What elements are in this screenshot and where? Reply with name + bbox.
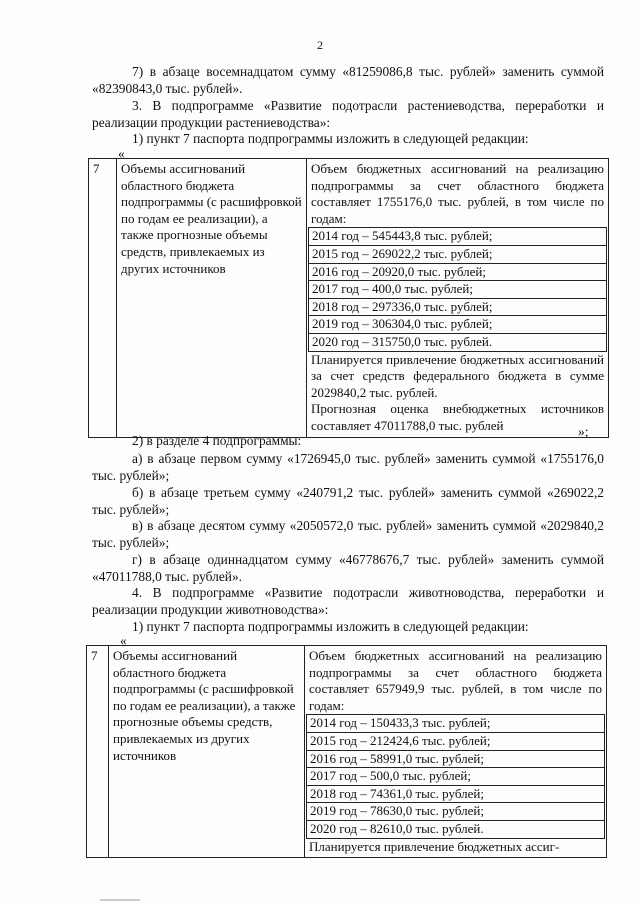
year-line: 2019 год – 78630,0 тыс. рублей; (306, 803, 605, 821)
passport-table-livestock (86, 645, 607, 858)
paragraph-g: г) в абзаце одиннадцатом сумму «46778676,7 тыс. рублей» заменить суммой «47011788,0 тыс. рублей». (92, 552, 604, 584)
year-line: 2015 год – 269022,2 тыс. рублей; (308, 246, 607, 264)
table-cell-values (305, 646, 607, 858)
paragraph-item-7-passport: 1) пункт 7 паспорта подпрограммы изложить в следующей редакции: (132, 131, 529, 146)
open-quote-2: « (120, 633, 127, 648)
federal-funding: Планируется привлечение бюджетных ассигнований за счет средств федерального бюджета в сумме 2029840,2 тыс. рублей. (311, 351, 604, 400)
paragraph-section-4: 2) в разделе 4 подпрограммы: (132, 433, 302, 448)
passport-table-crop (88, 158, 609, 438)
paragraph-item-7-passport-2: 1) пункт 7 паспорта подпрограммы изложить в следующей редакции: (132, 619, 529, 634)
year-line: 2020 год – 82610,0 тыс. рублей. (306, 821, 605, 839)
paragraph-a: а) в абзаце первом сумму «1726945,0 тыс. рублей» заменить суммой «1755176,0 тыс. рублей»; (92, 451, 604, 483)
table-cell-label: Объемы ассигнований областного бюджета подпрограммы (с расшифровкой по годам ее реализации), а также прогнозные объемы средств, привлекаемых из других источников (109, 646, 305, 858)
year-line: 2018 год – 74361,0 тыс. рублей; (306, 786, 605, 804)
year-line: 2017 год – 500,0 тыс. рублей; (306, 768, 605, 786)
offbudget-funding: Прогнозная оценка внебюджетных источников составляет 47011788,0 тыс. рублей (311, 401, 604, 433)
year-line: 2017 год – 400,0 тыс. рублей; (308, 281, 607, 299)
table-cell-label: Объемы ассигнований областного бюджета подпрограммы (с расшифровкой по годам ее реализации), а также прогнозные объемы средств, привлекаемых из других источников (117, 159, 307, 438)
paragraph-v: в) в абзаце десятом сумму «2050572,0 тыс. рублей» заменить суммой «2029840,2 тыс. рублей»; (92, 518, 604, 550)
year-line: 2014 год – 545443,8 тыс. рублей; (308, 227, 607, 246)
funding-intro: Объем бюджетных ассигнований на реализацию подпрограммы за счет областного бюджета составляет 1755176,0 тыс. рублей, в том числе по годам: (311, 161, 604, 226)
paragraph-subprogram-4: 4. В подпрограмме «Развитие подотрасли животноводства, переработки и реализации продукции животноводства»: (92, 585, 604, 617)
year-line: 2018 год – 297336,0 тыс. рублей; (308, 299, 607, 317)
funding-intro: Объем бюджетных ассигнований на реализацию подпрограммы за счет областного бюджета составляет 657949,9 тыс. рублей, в том числе по годам: (309, 648, 602, 713)
table-cell-number: 7 (89, 159, 117, 438)
page-number: 2 (317, 38, 323, 52)
federal-funding: Планируется привлечение бюджетных ассиг- (309, 838, 560, 854)
paragraph-7-eighteenth: 7) в абзаце восемнадцатом сумму «81259086,8 тыс. рублей» заменить суммой «82390843,0 тыс. рублей». (92, 64, 604, 96)
year-line: 2016 год – 58991,0 тыс. рублей; (306, 751, 605, 769)
paragraph-subprogram-3: 3. В подпрограмме «Развитие подотрасли растениеводства, переработки и реализации продукции растениеводства»: (92, 98, 604, 130)
close-quote: »; (578, 424, 589, 439)
year-line: 2020 год – 315750,0 тыс. рублей. (308, 334, 607, 352)
scan-artifact (100, 899, 140, 901)
year-line: 2015 год – 212424,6 тыс. рублей; (306, 733, 605, 751)
table-cell-number: 7 (87, 646, 109, 858)
year-line: 2019 год – 306304,0 тыс. рублей; (308, 316, 607, 334)
year-line: 2016 год – 20920,0 тыс. рублей; (308, 264, 607, 282)
year-line: 2014 год – 150433,3 тыс. рублей; (306, 714, 605, 733)
open-quote: « (118, 146, 125, 161)
paragraph-b: б) в абзаце третьем сумму «240791,2 тыс. рублей» заменить суммой «269022,2 тыс. рублей»; (92, 485, 604, 517)
table-cell-values (307, 159, 609, 438)
